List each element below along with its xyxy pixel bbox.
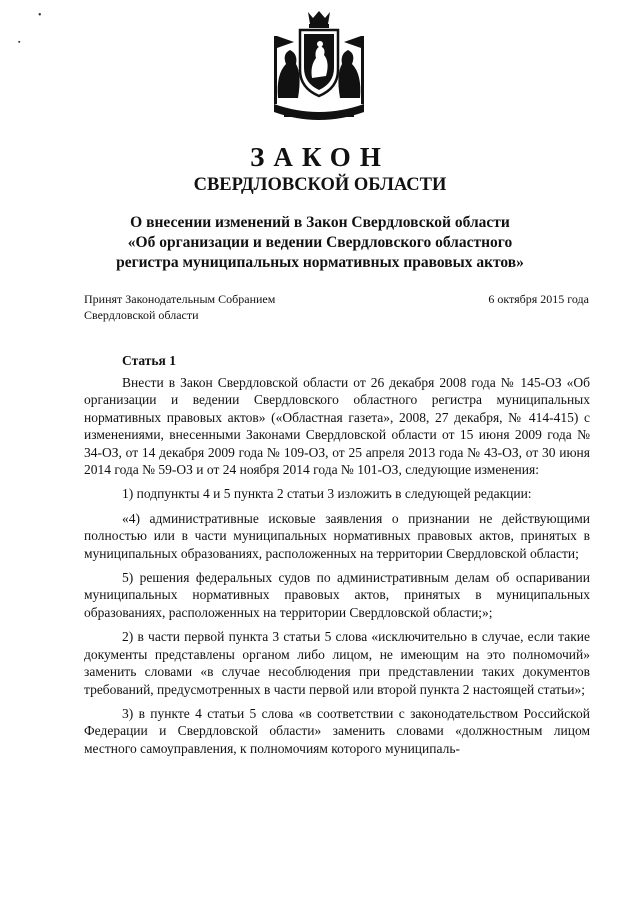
article-heading: Статья 1 — [122, 353, 176, 368]
region-title: СВЕРДЛОВСКОЙ ОБЛАСТИ — [193, 175, 447, 195]
adopted-by — [84, 291, 384, 323]
adoption-date: 6 октября 2015 года — [488, 292, 589, 306]
adopted-by-line: Принят Законодательным Собранием — [84, 292, 276, 306]
page-mark-1: • — [38, 10, 42, 21]
subtitle-line: «Об организации и ведении Свердловского областного — [127, 234, 513, 251]
article-paragraph: 3) в пункте 4 статьи 5 слова «в соответствии с законодательством Российской Федерации и Свердловской области» заменить словами «должностным лицом местного самоуправления, к полномочиям которого муниципаль- — [84, 705, 590, 756]
article-paragraph: 1) подпункты 4 и 5 пункта 2 статьи 3 изложить в следующей редакции: — [122, 486, 532, 502]
article-paragraph: «4) административные исковые заявления о признании не действующими полностью или в части муниципальных нормативных правовых актов, принятых в муниципальных образованиях, расположенных на территории Свердловской области; — [84, 510, 590, 561]
adopted-by-line: Свердловской области — [84, 308, 199, 322]
article-paragraph: Внести в Закон Свердловской области от 26 декабря 2008 года № 145-ОЗ «Об организации и ведении Свердловского областного регистра муниципальных нормативных правовых актов» («Областная газета», 2008, 27 декабря, № 414-415) с изменениями, внесенными Законами Свердловской области от 15 июня 2009 года № 34-ОЗ, от 14 декабря 2009 года № 109-ОЗ, от 25 апреля 2013 года № 43-ОЗ, от 30 июня 2014 года № 59-ОЗ и от 24 ноября 2014 года № 101-ОЗ, следующие изменения: — [84, 375, 590, 478]
article-paragraph: 5) решения федеральных судов по административным делам об оспаривании муниципальных нормативных правовых актов, принятых в муниципальных образованиях, расположенных на территории Свердловской области;»; — [84, 570, 590, 620]
page-mark-2: ▪ — [18, 38, 21, 46]
article-paragraph: 2) в части первой пункта 3 статьи 5 слова «исключительно в случае, если такие документы представлены органом либо лицом, не имеющим на это полномочий» заменить словами «в случае несоблюдения при представлении таких документов требований, предусмотренных в части первой или второй пункта 2 настоящей статьи»; — [84, 629, 590, 697]
article-body — [84, 374, 590, 764]
subtitle-line: О внесении изменений в Закон Свердловской области — [130, 214, 510, 231]
coat-of-arms-icon — [264, 8, 374, 130]
subtitle-line: регистра муниципальных нормативных правовых актов» — [116, 254, 524, 271]
law-subtitle — [60, 213, 580, 273]
law-title: ЗАКОН — [250, 142, 390, 172]
